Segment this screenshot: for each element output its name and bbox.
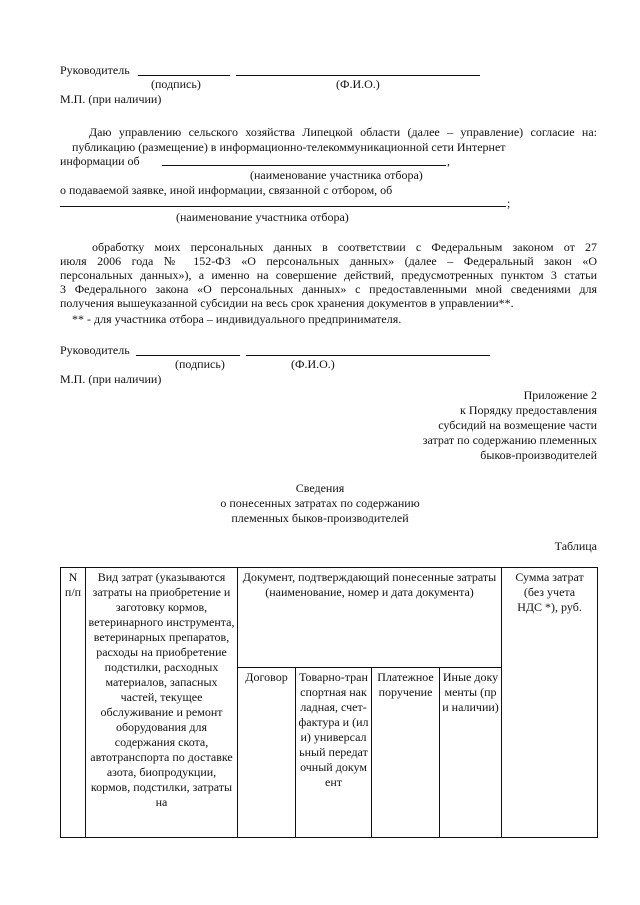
participant-caption-1: (наименование участника отбора) [250, 168, 423, 182]
title-line-2: о понесенных затратах по содержанию [220, 496, 420, 510]
appendix-line-3: субсидий на возмещение части [438, 418, 597, 432]
processing-line-4: 3 Федерального закона «О персональных данных» с предоставленными мной сведениями для [60, 282, 597, 296]
appendix-line-4: затрат по содержанию племенных [422, 433, 597, 447]
header-sum: Сумма затрат (без учета НДС *), руб. [502, 568, 598, 838]
costs-table [60, 567, 598, 838]
appendix-line-5: быков-производителей [480, 448, 597, 462]
consent-line-3-prefix: информации об [60, 154, 140, 168]
table-label: Таблица [554, 539, 597, 553]
fio-caption-2: (Ф.И.О.) [291, 357, 335, 371]
processing-line-5: получения вышеуказанной субсидии на весь срок хранения документов в управлении**. [60, 296, 514, 310]
appendix-line-1: Приложение 2 [523, 388, 597, 402]
fio-line-2 [246, 355, 490, 356]
header-document: Документ, подтверждающий понесенные затраты (наименование, номер и дата документа) [238, 568, 502, 668]
signature-line-2 [136, 355, 240, 356]
subheader-waybill: Товарно-транспортная накладная, счет-фактура и (или) универсальный передаточный документ [296, 668, 372, 838]
consent-line-1: Даю управлению сельского хозяйства Липецкой области (далее – управление) согласие на: [89, 125, 597, 139]
subheader-payment-order: Платежное поручение [372, 668, 440, 838]
subheader-other-documents: Иные документы (при наличии) [440, 668, 502, 838]
head-label-2: Руководитель [60, 343, 130, 357]
header-num: N п/п [61, 568, 86, 838]
footnote: ** - для участника отбора – индивидуального предпринимателя. [72, 312, 402, 326]
consent-line-3-suffix: , [447, 154, 450, 168]
header-cost-type: Вид затрат (указываются затраты на приобретение и заготовку кормов, ветеринарного инструмента, ветеринарных препаратов, расходы на приобретение подстилки, расходных материалов, запасных частей, текущее обслуживание и ремонт оборудования для содержания скота, автотранспорта по доставке азота, биопродукции, кормов, подстилки, затраты на [86, 568, 238, 838]
stamp-label-2: М.П. (при наличии) [60, 372, 162, 386]
fio-caption: (Ф.И.О.) [336, 77, 380, 91]
fio-line [236, 75, 480, 76]
consent-line-2: публикацию (размещение) в информационно-телекоммуникационной сети Интернет [72, 140, 506, 154]
signature-caption-2: (подпись) [175, 357, 225, 371]
processing-line-3: персональных данных»), а именно на совершение действий, предусмотренных пунктом 3 статьи [60, 268, 597, 282]
title-line-3: племенных быков-производителей [231, 511, 409, 525]
signature-caption: (подпись) [151, 77, 201, 91]
title-line-1: Сведения [295, 481, 345, 495]
processing-line-1: обработку моих персональных данных в соответствии с Федеральным законом от 27 [92, 240, 597, 254]
participant-name-line-1 [162, 165, 446, 166]
head-label: Руководитель [60, 63, 130, 77]
consent-line-4: о подаваемой заявке, иной информации, связанной с отбором, об [60, 183, 393, 197]
processing-line-2: июля 2006 года № 152-ФЗ «О персональных данных» (далее – Федеральный закон «О [60, 254, 597, 268]
subheader-contract: Договор [238, 668, 296, 838]
signature-line [138, 75, 230, 76]
participant-caption-2: (наименование участника отбора) [176, 210, 349, 224]
consent-line-5-suffix: ; [507, 196, 511, 210]
participant-name-line-2 [60, 206, 506, 207]
stamp-label: М.П. (при наличии) [60, 92, 162, 106]
appendix-line-2: к Порядку предоставления [459, 403, 597, 417]
